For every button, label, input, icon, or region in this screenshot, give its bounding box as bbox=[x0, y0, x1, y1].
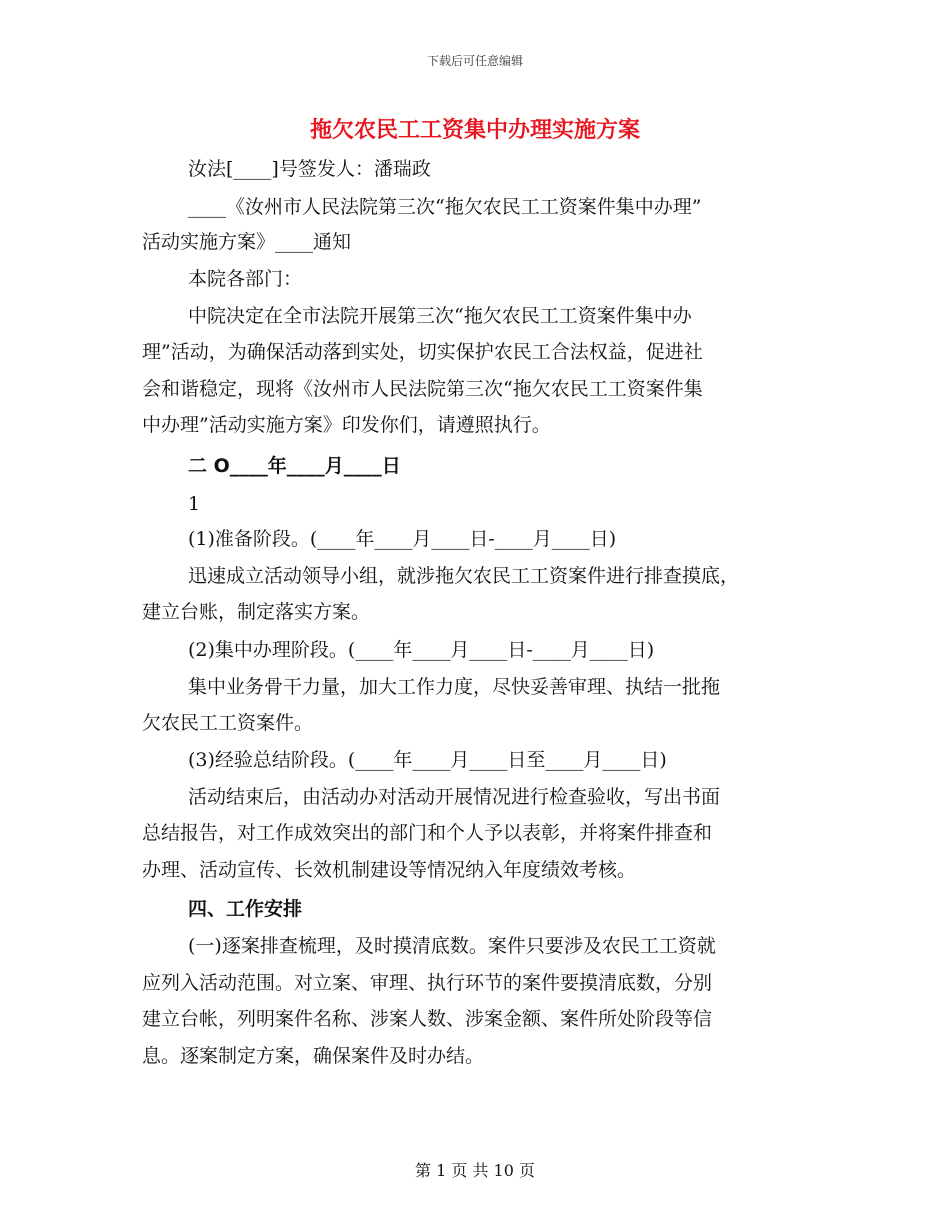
body-paragraph-line: 理”活动，为确保活动落到实处，切实保护农民工合法权益，促进社 bbox=[142, 341, 703, 363]
notice-title-line: ____《汝州市人民法院第三次“拖欠农民工工资案件集中办理” bbox=[188, 196, 702, 218]
stage-heading: (2)集中办理阶段。(____年____月____日-____月____日) bbox=[188, 639, 655, 661]
salutation: 本院各部门： bbox=[188, 268, 303, 290]
date-line: 二 O____年____月____日 bbox=[188, 455, 401, 477]
notice-title-line: 活动实施方案》____通知 bbox=[142, 231, 352, 253]
body-paragraph-line: 建立台账，制定落实方案。 bbox=[142, 601, 371, 623]
page-header-note: 下载后可任意编辑 bbox=[426, 54, 523, 68]
section-heading: 四、工作安排 bbox=[188, 898, 303, 920]
body-paragraph-line: 息。逐案制定方案，确保案件及时办结。 bbox=[142, 1045, 485, 1067]
body-paragraph-line: 活动结束后，由活动办对活动开展情况进行检查验收，写出书面 bbox=[188, 786, 721, 808]
page-number-footer: 第 1 页 共 10 页 bbox=[415, 1161, 535, 1180]
body-paragraph-line: 建立台帐，列明案件名称、涉案人数、涉案金额、案件所处阶段等信 bbox=[142, 1008, 713, 1030]
body-paragraph-line: 中办理”活动实施方案》印发你们，请遵照执行。 bbox=[142, 414, 551, 436]
doc-number-line: 汝法[____]号签发人：潘瑞政 bbox=[188, 158, 431, 180]
body-paragraph-line: 办理、活动宣传、长效机制建设等情况纳入年度绩效考核。 bbox=[142, 859, 637, 881]
body-paragraph-line: 中院决定在全市法院开展第三次“拖欠农民工工资案件集中办 bbox=[188, 305, 692, 327]
body-paragraph-line: 总结报告，对工作成效突出的部门和个人予以表彰，并将案件排查和 bbox=[142, 822, 713, 844]
body-paragraph-line: 应列入活动范围。对立案、审理、执行环节的案件要摸清底数，分别 bbox=[142, 972, 713, 994]
stage-heading: (1)准备阶段。(____年____月____日-____月____日) bbox=[188, 528, 617, 550]
body-paragraph-line: 欠农民工工资案件。 bbox=[142, 712, 314, 734]
body-paragraph-line: 集中业务骨干力量，加大工作力度，尽快妥善审理、执结一批拖 bbox=[188, 676, 721, 698]
section-number: 1 bbox=[188, 493, 201, 515]
stage-heading: (3)经验总结阶段。(____年____月____日至____月____日) bbox=[188, 749, 667, 771]
body-paragraph-line: (一)逐案排查梳理，及时摸清底数。案件只要涉及农民工工资就 bbox=[188, 935, 716, 957]
body-paragraph-line: 迅速成立活动领导小组，就涉拖欠农民工工资案件进行排查摸底， bbox=[188, 565, 740, 587]
document-title: 拖欠农民工工资集中办理实施方案 bbox=[309, 118, 640, 143]
body-paragraph-line: 会和谐稳定，现将《汝州市人民法院第三次“拖欠农民工工资案件集 bbox=[142, 378, 703, 400]
